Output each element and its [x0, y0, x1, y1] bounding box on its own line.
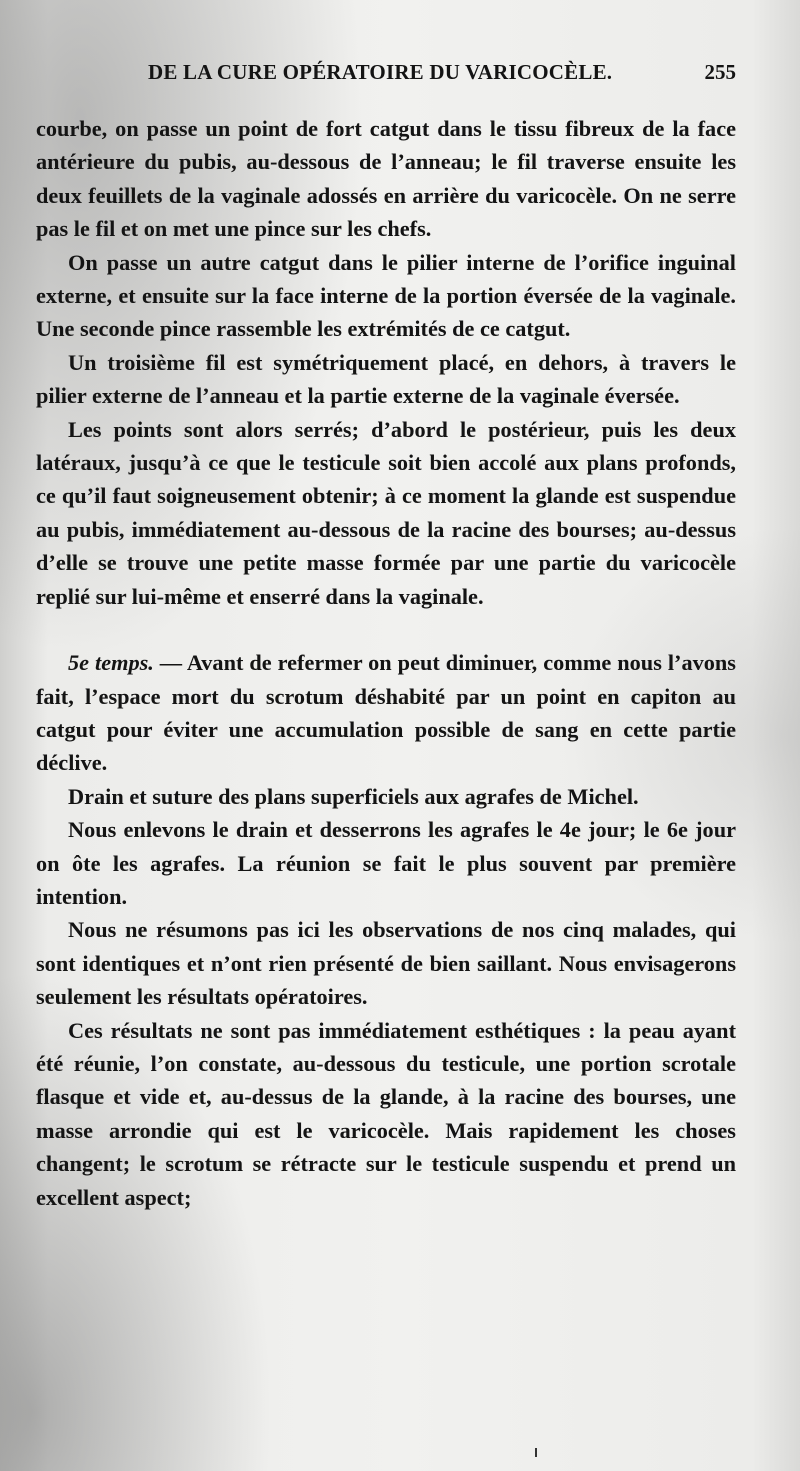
- paragraph: Un troisième fil est symétriquement placé, en dehors, à travers le pilier externe de l’anneau et la partie externe de la vaginale éversée.: [36, 349, 736, 409]
- page-number: 255: [704, 60, 736, 84]
- paragraph-fifth-step: [36, 646, 736, 780]
- paragraph-body: — Avant de refermer on peut diminuer, comme nous l’avons fait, l’espace mort du scrotum déshabité par un point en capiton au catgut pour éviter une accumulation possible de sang en cette partie déclive.: [36, 650, 736, 776]
- paragraph: Nous ne résumons pas ici les observations de nos cinq malades, qui sont identiques et n’ont rien présenté de bien saillant. Nous envisagerons seulement les résultats opératoires.: [36, 917, 736, 1010]
- paragraph-continuation: courbe, on passe un point de fort catgut dans le tissu fibreux de la face antérieure du pubis, au-dessous de l’anneau; le fil traverse ensuite les deux feuillets de la vaginale adossés en arrière du varicocèle. On ne serre pas le fil et on met une pince sur les chefs.: [36, 116, 736, 242]
- paragraph: Les points sont alors serrés; d’abord le postérieur, puis les deux latéraux, jusqu’à ce que le testicule soit bien accolé aux plans profonds, ce qu’il faut soigneusement obtenir; à ce moment la glande est suspendue au pubis, immédiatement au-dessous de la racine des bourses; au-dessus d’elle se trouve une petite masse formée par une partie du varicocèle replié sur lui-même et enserré dans la vaginale.: [36, 416, 736, 609]
- paragraph: Nous enlevons le drain et desserrons les agrafes le 4e jour; le 6e jour on ôte les agrafes. La réunion se fait le plus souvent par première intention.: [36, 817, 736, 909]
- page-header: [148, 60, 736, 96]
- section-lead-in: 5e temps.: [68, 650, 154, 676]
- running-title: DE LA CURE OPÉRATOIRE DU VARICOCÈLE.: [148, 60, 613, 84]
- paragraph: Drain et suture des plans superficiels aux agrafes de Michel.: [68, 783, 639, 809]
- paragraph: On passe un autre catgut dans le pilier interne de l’orifice inguinal externe, et ensuite sur la face interne de la portion éversée de la vaginale. Une seconde pince rassemble les extrémités de ce catgut.: [36, 249, 736, 342]
- body-text: [36, 112, 736, 1214]
- ink-mark: [535, 1448, 537, 1457]
- paragraph: Ces résultats ne sont pas immédiatement esthétiques : la peau ayant été réunie, l’on constate, au-dessous du testicule, une portion scrotale flasque et vide et, au-dessus de la glande, à la racine des bourses, une masse arrondie qui est le varicocèle. Mais rapidement les choses changent; le scrotum se rétracte sur le testicule suspendu et prend un excellent aspect;: [36, 1017, 736, 1210]
